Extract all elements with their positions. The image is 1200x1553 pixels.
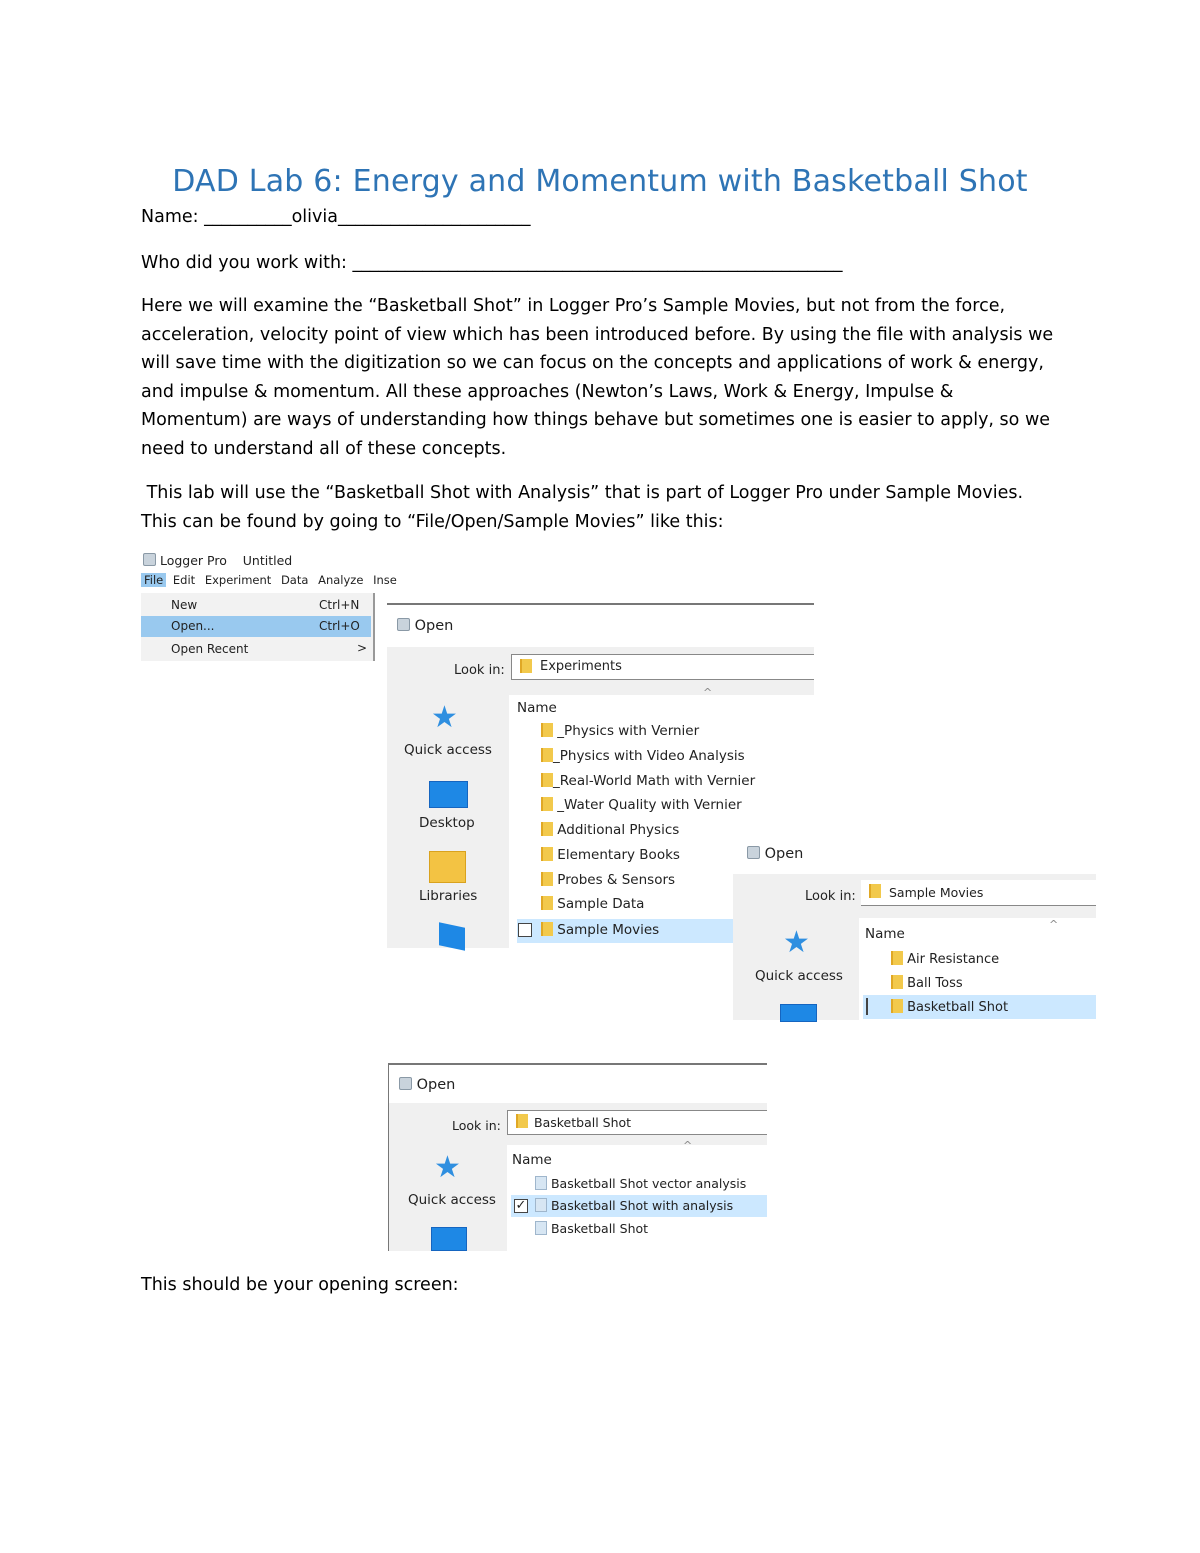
quick-access-star-icon[interactable]: ★ xyxy=(434,1150,461,1185)
list-item[interactable]: Sample Data xyxy=(541,896,644,912)
sidebar-quick-access[interactable]: Quick access xyxy=(404,742,492,758)
open-dialog-sample-movies xyxy=(733,836,1096,1020)
list-item-selected[interactable]: Basketball Shot xyxy=(863,995,1096,1019)
folder-icon xyxy=(891,999,903,1013)
quick-access-star-icon[interactable]: ★ xyxy=(431,700,458,735)
row-checkbox[interactable] xyxy=(866,998,868,1015)
logger-pro-icon xyxy=(397,618,410,631)
dialog-title: Open xyxy=(414,618,454,634)
sort-caret-icon: ^ xyxy=(683,1139,693,1152)
name-column-header[interactable]: Name xyxy=(865,926,905,942)
list-item[interactable]: Additional Physics xyxy=(541,822,679,838)
desktop-icon[interactable] xyxy=(780,1004,817,1022)
places-sidebar xyxy=(387,695,509,948)
list-item-selected[interactable]: Sample Movies xyxy=(517,919,733,943)
collaborators-line: Who did you work with: ________________________________________________________ xyxy=(141,253,843,273)
app-title: Logger Pro Untitled xyxy=(159,553,293,568)
intro-line-3: will save time with the digitization so we can focus on the concepts and applications of work & energy, xyxy=(141,353,1044,373)
opening-screen-line: This should be your opening screen: xyxy=(141,1275,459,1295)
look-in-label: Look in: xyxy=(452,1118,501,1133)
name-column-header[interactable]: Name xyxy=(512,1152,552,1168)
submenu-arrow-icon: > xyxy=(357,641,368,655)
menu-item-open[interactable]: Open... Ctrl+O xyxy=(141,616,371,637)
file-menu-screenshot xyxy=(141,551,397,663)
folder-icon xyxy=(520,659,532,673)
list-item[interactable]: Probes & Sensors xyxy=(541,872,675,888)
file-icon xyxy=(535,1198,547,1212)
list-item-selected[interactable]: ✓ Basketball Shot with analysis xyxy=(511,1195,767,1217)
app-titlebar xyxy=(143,553,292,568)
file-icon xyxy=(535,1176,547,1190)
look-in-label: Look in: xyxy=(805,889,856,904)
intro-line-1: Here we will examine the “Basketball Shot” in Logger Pro’s Sample Movies, but not from the force, xyxy=(141,296,1006,316)
menu-file[interactable]: File xyxy=(141,573,166,587)
folder-icon xyxy=(541,723,553,737)
folder-icon xyxy=(541,922,553,936)
look-in-bar xyxy=(387,647,814,695)
places-sidebar xyxy=(389,1145,507,1251)
lab-line-1: This lab will use the “Basketball Shot with Analysis” that is part of Logger Pro under Sample Movies. xyxy=(141,483,1024,503)
look-in-bar xyxy=(389,1103,767,1145)
intro-line-2: acceleration, velocity point of view which has been introduced before. By using the file with analysis we xyxy=(141,324,1054,345)
folder-icon xyxy=(891,951,903,965)
sidebar-desktop[interactable]: Desktop xyxy=(419,815,475,831)
list-item[interactable]: _Water Quality with Vernier xyxy=(541,797,742,813)
sidebar-quick-access[interactable]: Quick access xyxy=(755,968,843,984)
open-dialog-basketball-shot xyxy=(388,1063,767,1251)
name-line: Name: __________olivia______________________ xyxy=(141,207,531,227)
dialog-title: Open xyxy=(416,1077,456,1093)
file-dropdown xyxy=(141,593,375,661)
desktop-icon[interactable] xyxy=(429,781,468,808)
menu-data[interactable]: Data xyxy=(280,573,309,587)
lab-paragraph xyxy=(141,479,1071,536)
list-item[interactable]: Basketball Shot vector analysis xyxy=(535,1176,746,1191)
menu-item-open-recent[interactable]: Open Recent > xyxy=(171,641,368,656)
list-item[interactable]: _Real-World Math with Vernier xyxy=(541,773,755,789)
sidebar-quick-access[interactable]: Quick access xyxy=(408,1192,496,1208)
look-in-value: Basketball Shot xyxy=(534,1115,632,1130)
folder-icon xyxy=(541,896,553,910)
lab-line-2: This can be found by going to “File/Open/Sample Movies” like this: xyxy=(141,511,724,532)
list-item[interactable]: _Physics with Vernier xyxy=(541,723,699,739)
look-in-value: Experiments xyxy=(540,659,622,674)
list-item[interactable]: _Physics with Video Analysis xyxy=(541,748,745,764)
folder-icon xyxy=(541,748,553,762)
intro-line-4: and impulse & momentum. All these approaches (Newton’s Laws, Work & Energy, Impulse & xyxy=(141,381,954,402)
folder-icon xyxy=(891,975,903,989)
look-in-select[interactable] xyxy=(511,654,814,680)
list-item[interactable]: Ball Toss xyxy=(891,975,963,991)
look-in-value: Sample Movies xyxy=(889,885,984,900)
dialog-titlebar xyxy=(747,846,803,862)
look-in-bar xyxy=(733,874,1096,918)
logger-pro-icon xyxy=(399,1077,412,1090)
menu-experiment[interactable]: Experiment xyxy=(204,573,272,587)
sort-caret-icon: ^ xyxy=(1049,918,1059,931)
folder-icon xyxy=(541,872,553,886)
dialog-titlebar xyxy=(397,618,453,634)
intro-line-5: Momentum) are ways of understanding how things behave but sometimes one is easier to apply, so we xyxy=(141,410,1051,430)
row-checkbox[interactable]: ✓ xyxy=(515,1198,527,1213)
file-icon xyxy=(535,1221,547,1235)
intro-paragraph xyxy=(141,292,1071,463)
this-pc-icon[interactable] xyxy=(439,922,465,951)
folder-icon xyxy=(516,1114,528,1128)
menu-edit[interactable]: Edit xyxy=(172,573,196,587)
desktop-icon[interactable] xyxy=(431,1227,467,1251)
row-checkbox[interactable] xyxy=(518,923,532,937)
name-column-header[interactable]: Name xyxy=(517,700,557,716)
menu-analyze[interactable]: Analyze xyxy=(318,573,364,587)
menu-insert[interactable]: Inse xyxy=(373,573,397,587)
logger-pro-icon xyxy=(747,846,760,859)
sidebar-libraries[interactable]: Libraries xyxy=(419,888,478,904)
file-list xyxy=(511,1139,767,1251)
menubar xyxy=(141,573,397,591)
menu-item-new[interactable]: New Ctrl+N xyxy=(171,598,360,612)
folder-icon xyxy=(541,797,553,811)
list-item[interactable]: Basketball Shot xyxy=(535,1221,648,1236)
look-in-label: Look in: xyxy=(454,663,505,678)
dialog-titlebar xyxy=(399,1077,455,1093)
folder-icon xyxy=(541,773,553,787)
file-list xyxy=(863,918,1096,1020)
logger-pro-icon xyxy=(143,553,156,566)
document-title: DAD Lab 6: Energy and Momentum with Basketball Shot xyxy=(172,164,1028,199)
sort-caret-icon: ^ xyxy=(703,686,713,699)
quick-access-star-icon[interactable]: ★ xyxy=(783,925,810,960)
list-item[interactable]: Elementary Books xyxy=(541,847,680,863)
folder-icon xyxy=(541,847,553,861)
folder-icon xyxy=(541,822,553,836)
look-in-select[interactable] xyxy=(861,880,1096,906)
look-in-select[interactable] xyxy=(507,1110,767,1135)
places-sidebar xyxy=(733,918,859,1020)
libraries-icon[interactable] xyxy=(429,851,466,883)
dialog-title: Open xyxy=(764,846,804,862)
folder-icon xyxy=(869,884,881,898)
intro-line-6: need to understand all of these concepts. xyxy=(141,438,507,459)
list-item[interactable]: Air Resistance xyxy=(891,951,999,967)
